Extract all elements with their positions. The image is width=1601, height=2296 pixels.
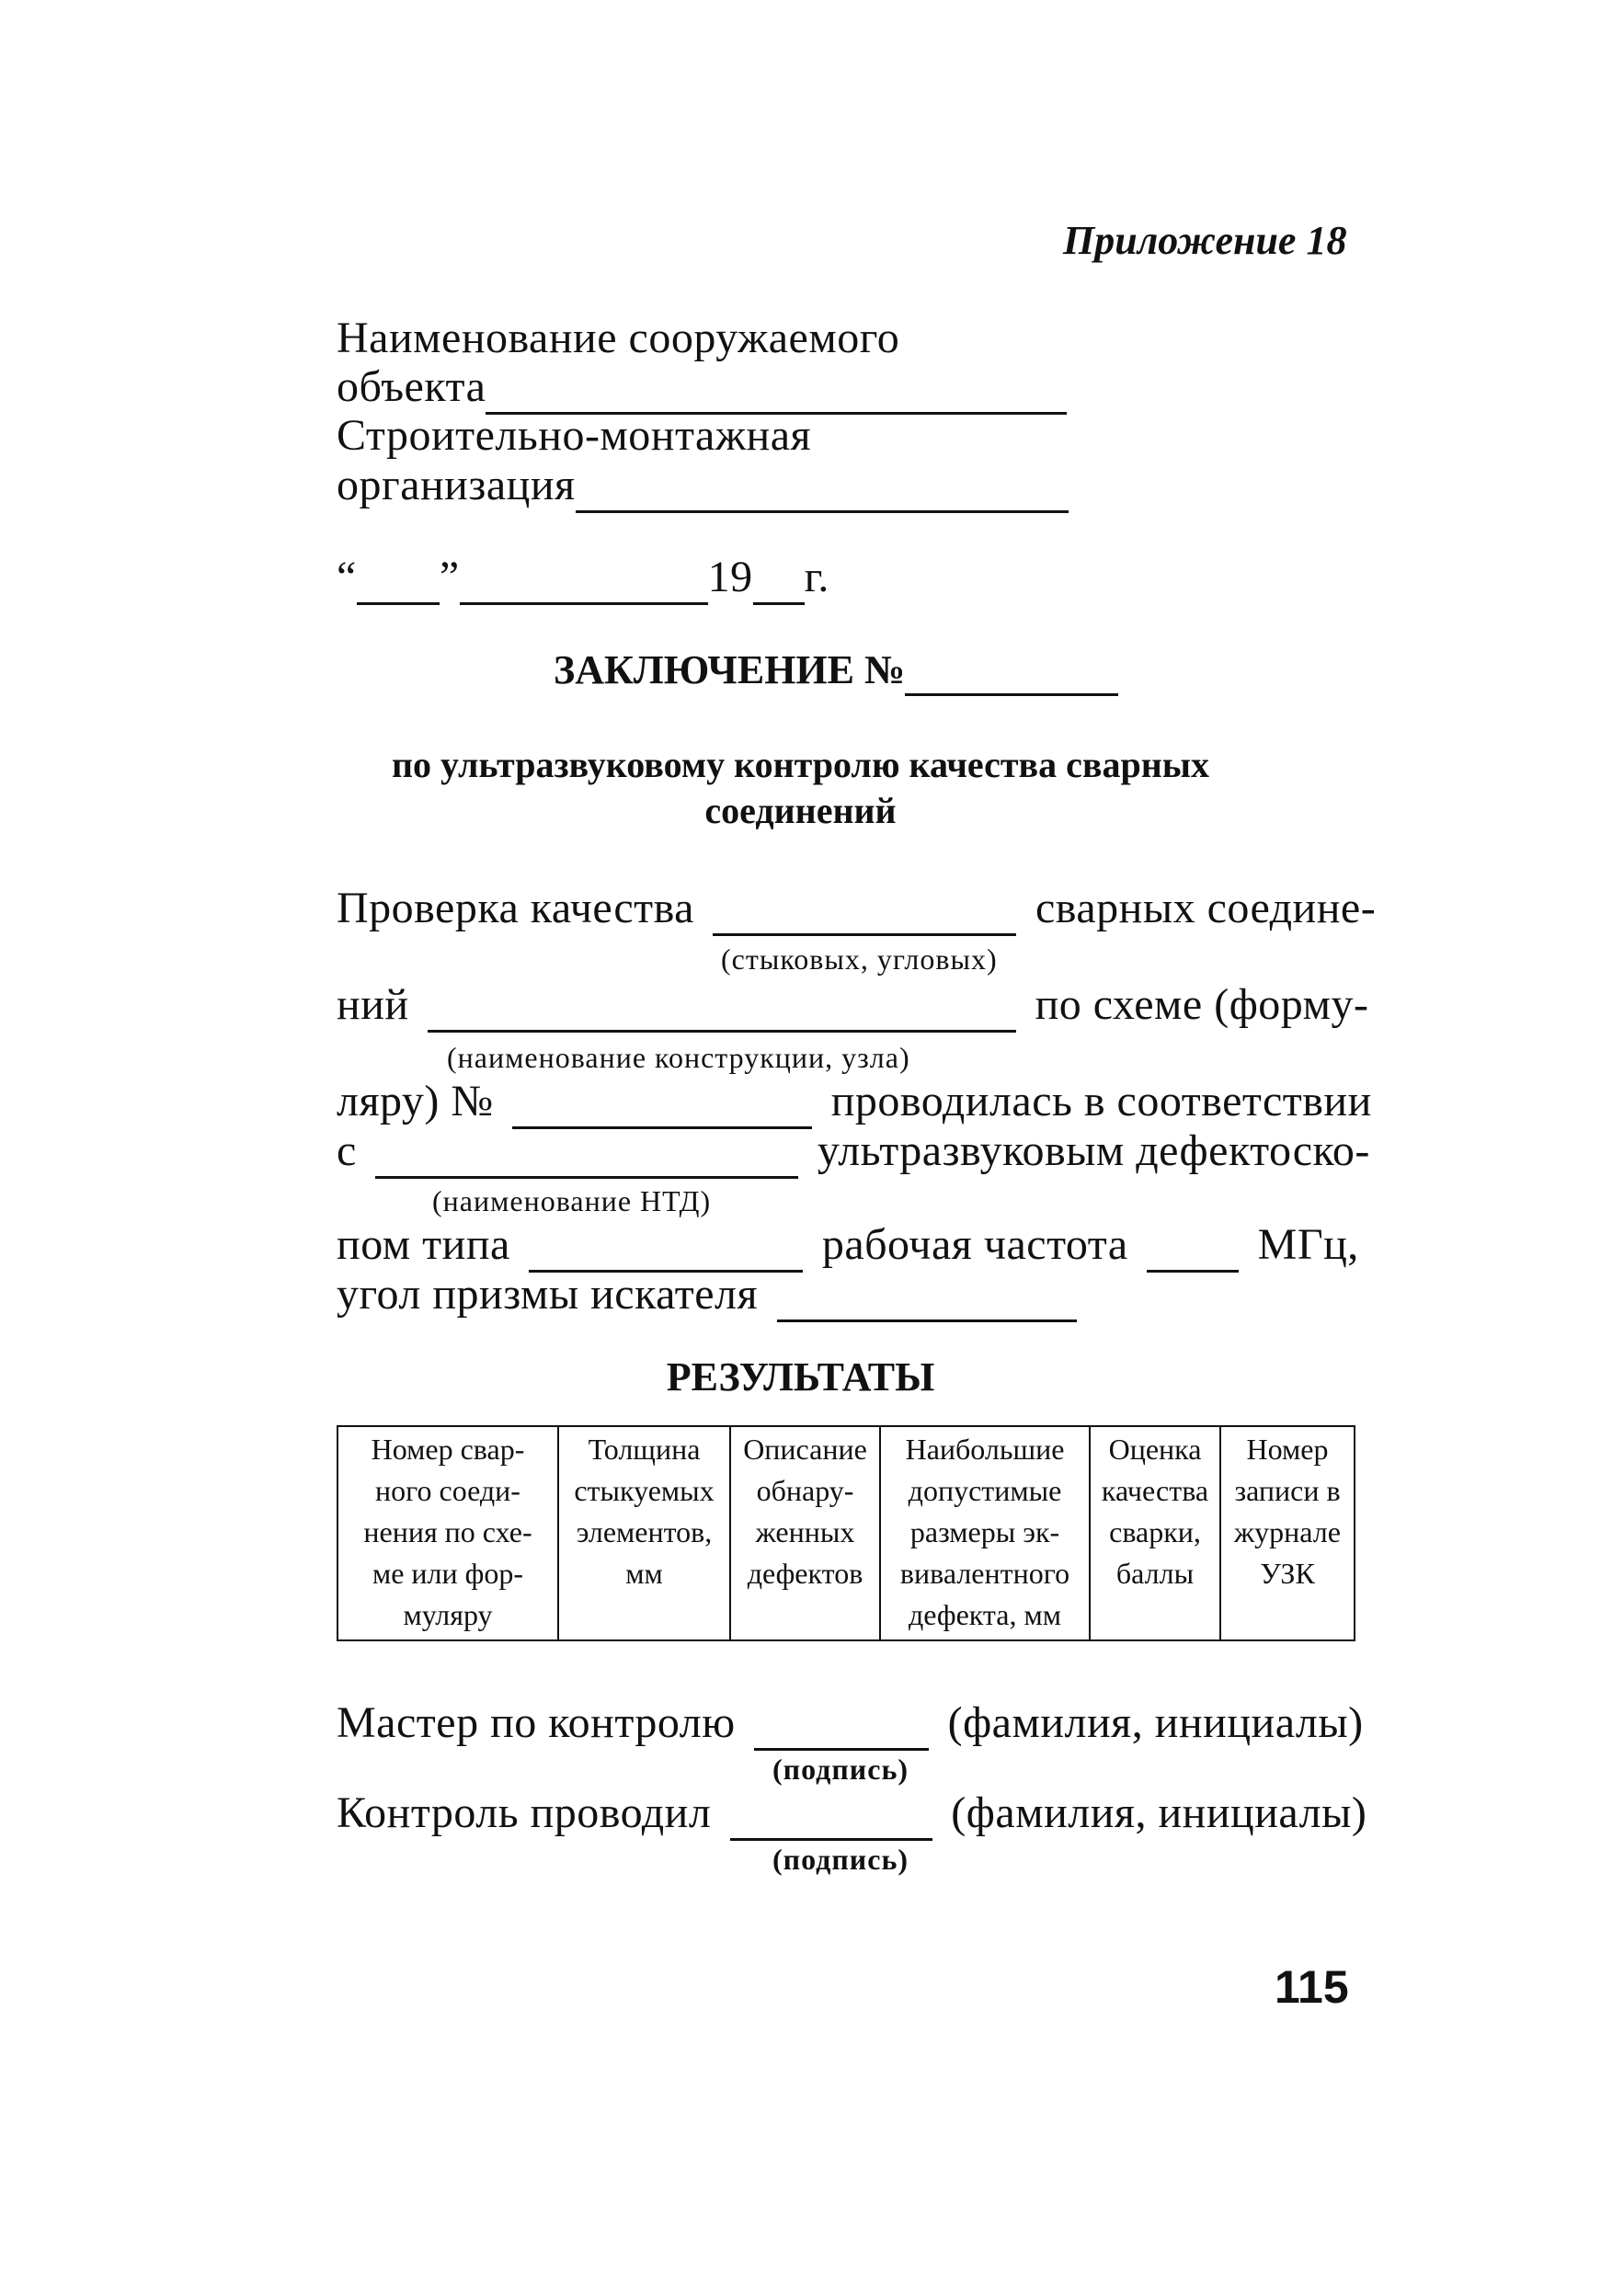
object-label-2: объекта [337, 362, 486, 411]
date-quote-open: “ [337, 553, 357, 601]
body-text-2a: ний [337, 980, 409, 1029]
object-field [337, 361, 1067, 415]
body-text-1b: сварных соедине- [1035, 884, 1377, 932]
body-line-4 [337, 1125, 1370, 1179]
date-year-suffix: г. [804, 553, 829, 601]
object-label: Наименование сооружаемого [337, 314, 900, 362]
inspector-signature-blank[interactable] [730, 1788, 932, 1841]
body-line-2 [337, 979, 1368, 1033]
results-table [337, 1425, 1355, 1641]
date-quote-close: ” [439, 553, 460, 601]
title-text: ЗАКЛЮЧЕНИЕ № [554, 647, 906, 692]
document-title [554, 646, 1118, 696]
note-ntd: (наименование НТД) [432, 1184, 712, 1217]
org-label-2: организация [337, 461, 576, 509]
org-label: Строительно-монтажная [337, 411, 812, 460]
org-field [337, 460, 1069, 513]
object-blank[interactable] [486, 361, 1067, 415]
appendix-label: Приложение 18 [1063, 218, 1347, 263]
scheme-number-blank[interactable] [512, 1076, 812, 1129]
body-text-4a: с [337, 1126, 357, 1175]
body-text-5b: рабочая частота [821, 1220, 1128, 1269]
date-year-blank[interactable] [753, 552, 805, 605]
note-joint-type: (стыковых, угловых) [721, 942, 998, 976]
inspector-signature-note: (подпись) [772, 1843, 909, 1876]
master-name-hint: (фамилия, инициалы) [947, 1698, 1364, 1747]
joint-type-blank[interactable] [713, 883, 1016, 936]
date-month-blank[interactable] [460, 552, 708, 605]
construction-blank[interactable] [428, 979, 1016, 1033]
inspector-name-hint: (фамилия, инициалы) [951, 1788, 1367, 1837]
master-signature-note: (подпись) [772, 1753, 909, 1786]
ntd-blank[interactable] [375, 1125, 798, 1179]
body-line-6 [337, 1269, 1084, 1322]
results-title: РЕЗУЛЬТАТЫ [666, 1354, 935, 1399]
date-line [337, 552, 829, 605]
master-label: Мастер по контролю [337, 1698, 736, 1747]
inspector-label: Контроль проводил [337, 1788, 712, 1837]
body-text-3a: ляру) № [337, 1077, 494, 1125]
body-text-2b: по схеме (форму- [1035, 980, 1369, 1029]
date-day-blank[interactable] [357, 552, 440, 605]
body-line-3 [337, 1076, 1372, 1129]
body-text-4b: ультразвуковым дефектоско- [817, 1126, 1370, 1175]
master-signature-blank[interactable] [754, 1697, 929, 1751]
master-signature-line [337, 1697, 1364, 1751]
body-text-1a: Проверка качества [337, 884, 694, 932]
col-thickness: Толщина стыкуемых элементов, мм [558, 1426, 730, 1640]
body-text-3b: проводилась в соответствии [830, 1077, 1372, 1125]
device-type-blank[interactable] [529, 1219, 803, 1273]
col-defect-description: Описание обнару- женных дефектов [730, 1426, 880, 1640]
table-header-row [337, 1426, 1355, 1640]
date-year-prefix: 19 [707, 553, 753, 601]
inspector-signature-line [337, 1788, 1367, 1841]
page-number: 115 [1275, 1961, 1349, 2013]
frequency-blank[interactable] [1147, 1219, 1239, 1273]
body-text-5a: пом типа [337, 1220, 510, 1269]
body-line-5 [337, 1219, 1359, 1273]
subtitle-line-2: соединений [704, 790, 897, 831]
body-text-6a: угол призмы искателя [337, 1270, 759, 1319]
col-journal-record: Номер записи в журнале УЗК [1220, 1426, 1355, 1640]
subtitle-line-1: по ультразвуковому контролю качества сварных [391, 744, 1210, 785]
note-construction: (наименование конструкции, узла) [447, 1041, 910, 1074]
col-max-defect-size: Наибольшие допустимые размеры эк- вивалентного дефекта, мм [880, 1426, 1090, 1640]
document-number-blank[interactable] [905, 646, 1118, 696]
org-blank[interactable] [576, 460, 1069, 513]
body-line-1 [337, 883, 1376, 936]
body-text-5c: МГц, [1257, 1220, 1359, 1269]
prism-angle-blank[interactable] [777, 1269, 1077, 1322]
col-quality-score: Оценка качества сварки, баллы [1090, 1426, 1220, 1640]
col-joint-number: Номер свар- ного соеди- нения по схе- ме или фор- муляру [337, 1426, 558, 1640]
